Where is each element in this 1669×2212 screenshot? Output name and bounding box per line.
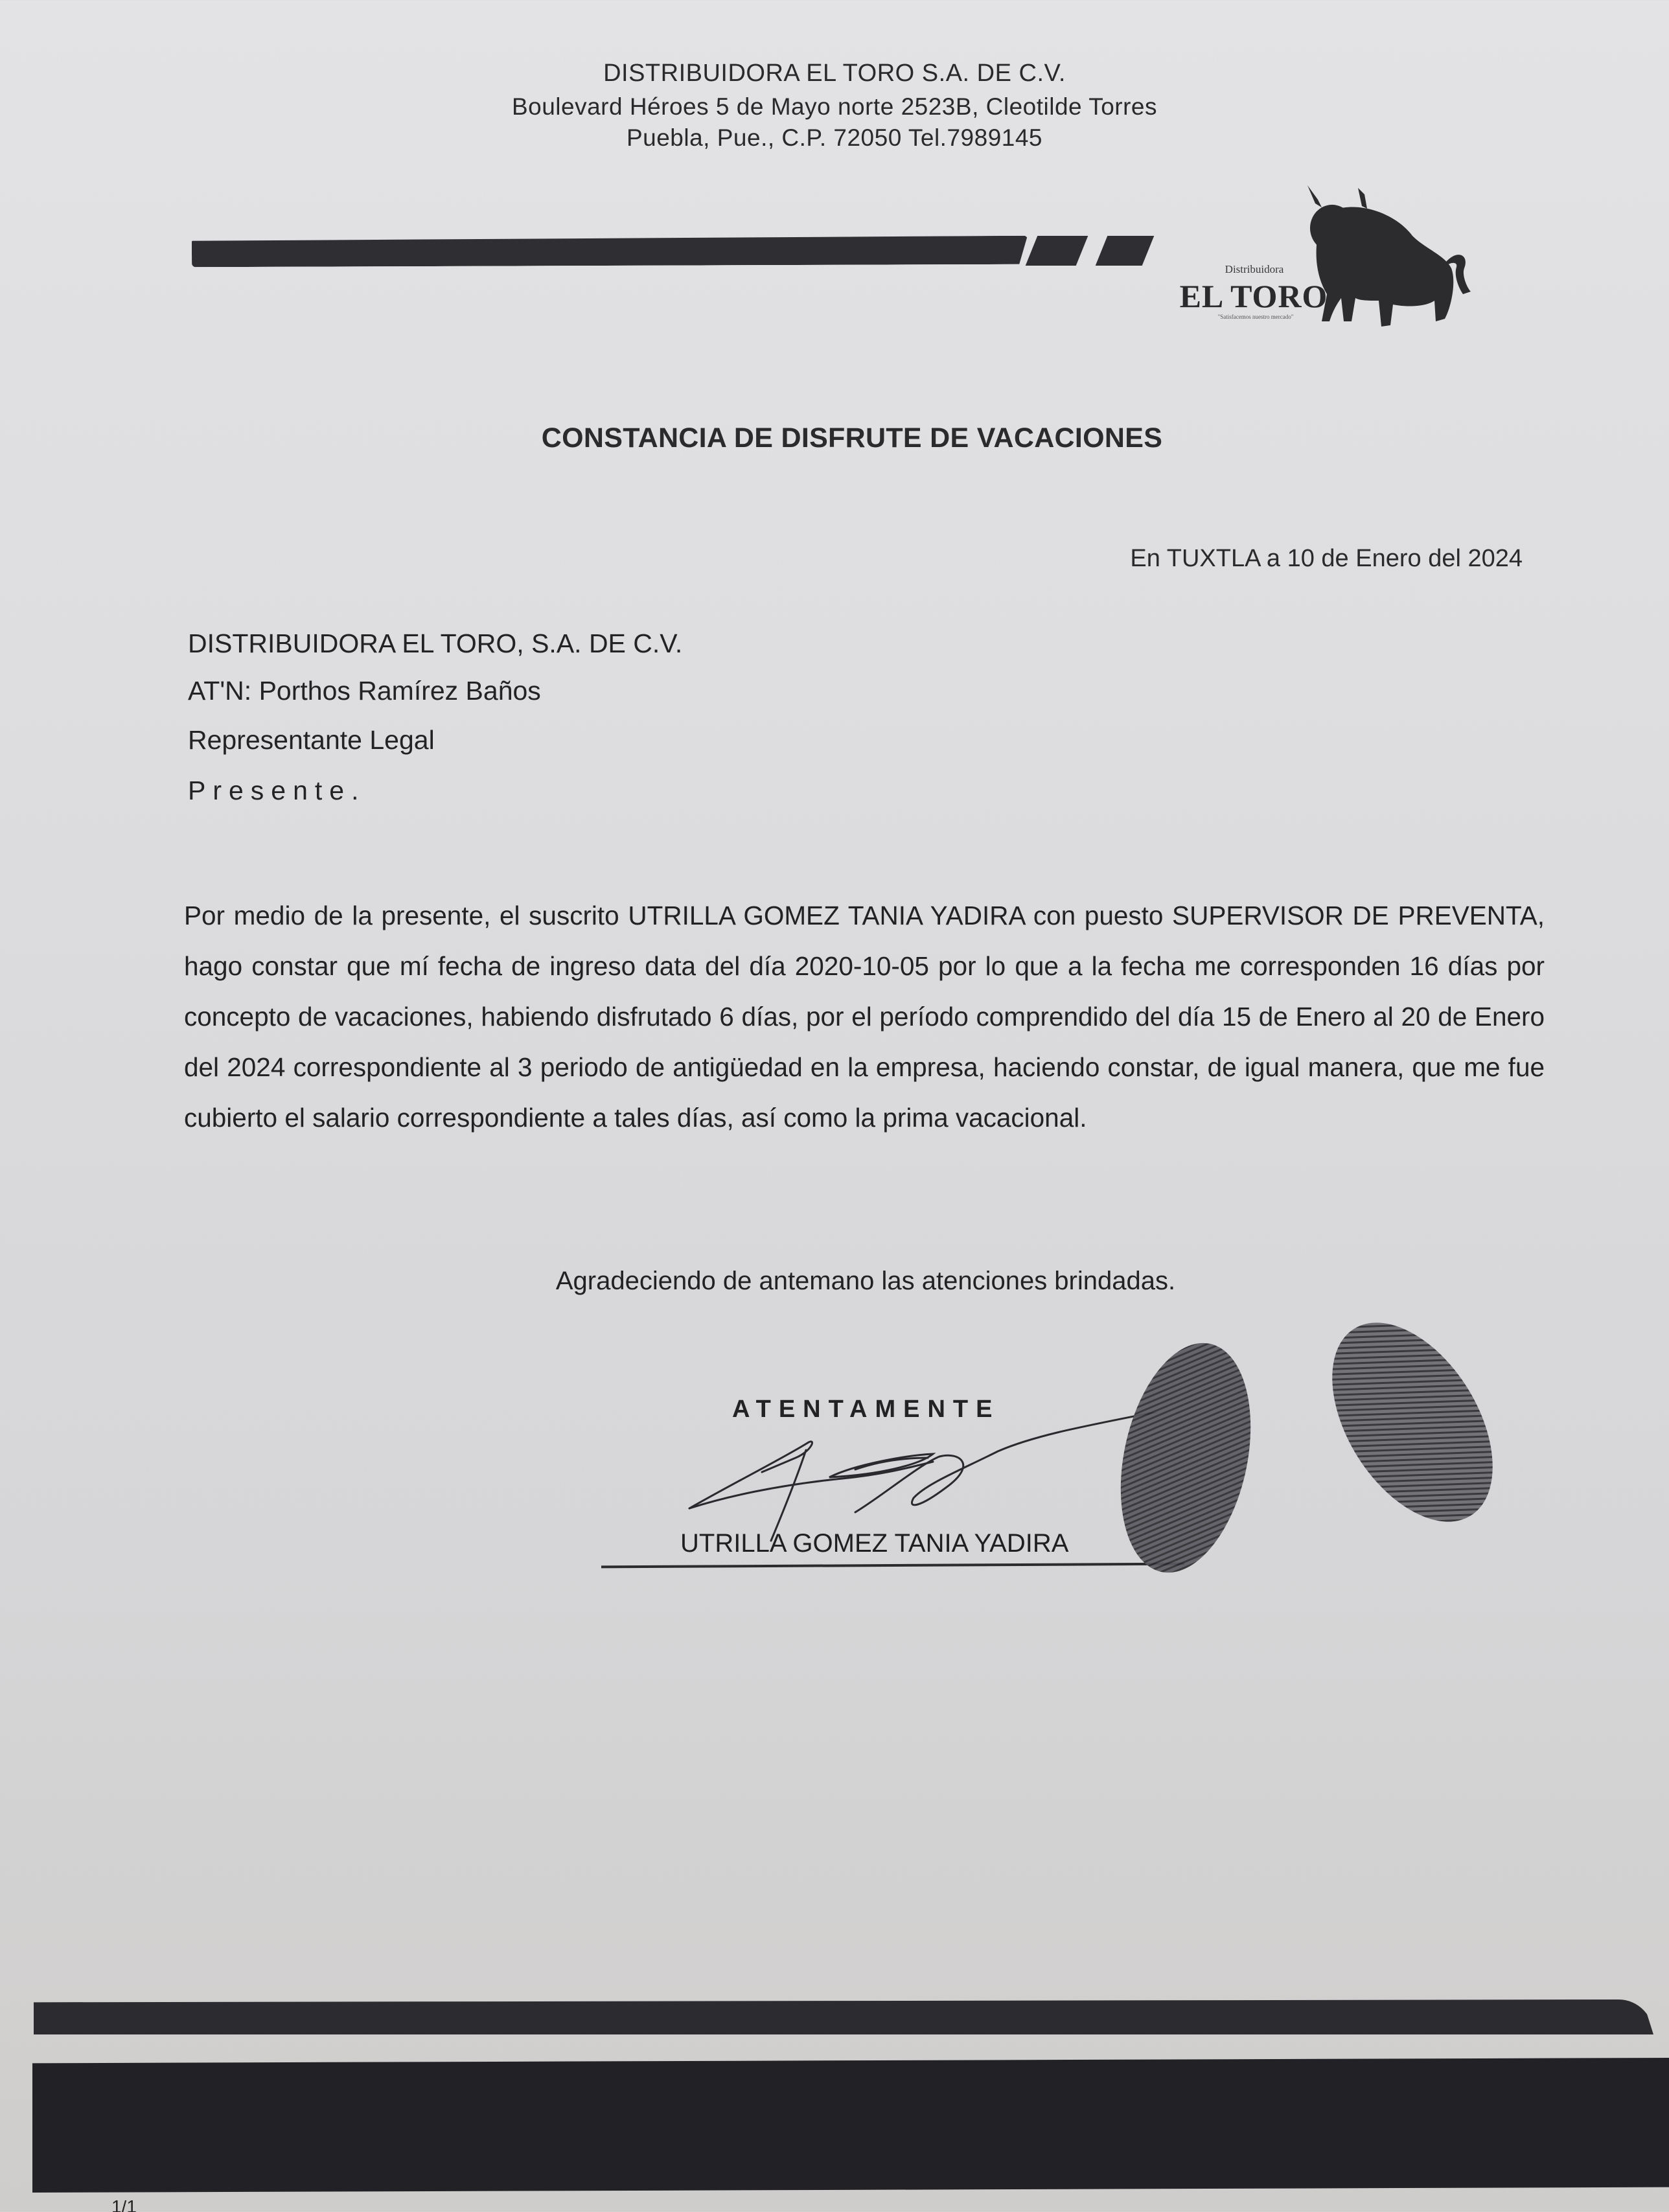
fingerprint-icon	[1309, 1309, 1516, 1536]
body-paragraph: Por medio de la presente, el suscrito UTRILLA GOMEZ TANIA YADIRA con puesto SUPERVISOR DE PREVENTA, hago constar que mí fecha de ingreso data del día 2020-10-05 por lo que a la fecha me corresponden 16 días por concepto de vacaciones, habiendo disfrutado 6 días, por el período comprendido del día 15 de Enero al 20 de Enero del 2024 correspondiente al 3 periodo de antigüedad en la empresa, haciendo constar, de igual manera, que me fue cubierto el salario correspondiente a tales días, así como la prima vacacional.	[184, 901, 1545, 1133]
header-divider-bar	[192, 236, 1028, 268]
footer-bar-thin	[34, 1999, 1653, 2034]
letterhead-address-line1: Boulevard Héroes 5 de Mayo norte 2523B, Cleotilde Torres	[511, 93, 1158, 120]
addressee-attention: AT'N: Porthos Ramírez Baños	[188, 676, 541, 706]
addressee-role: Representante Legal	[188, 725, 435, 755]
letterhead-address-line2: Puebla, Pue., C.P. 72050 Tel.7989145	[626, 124, 1043, 151]
signer-name: UTRILLA GOMEZ TANIA YADIRA	[680, 1529, 1069, 1558]
footer-bar-thick	[32, 2058, 1669, 2193]
sign-off: ATENTAMENTE	[732, 1396, 1000, 1423]
fingerprint-icon	[1101, 1335, 1270, 1581]
document-date: En TUXTLA a 10 de Enero del 2024	[1130, 545, 1523, 572]
header-divider-dash	[1026, 236, 1088, 266]
closing-thanks: Agradeciendo de antemano las atenciones brindadas.	[555, 1267, 1176, 1295]
letterhead-company: DISTRIBUIDORA EL TORO S.A. DE C.V.	[603, 60, 1066, 87]
logo-tagline: "Satisfacemos nuestro mercado"	[1217, 314, 1294, 320]
addressee-company: DISTRIBUIDORA EL TORO, S.A. DE C.V.	[188, 628, 683, 658]
addressee-presente: Presente.	[188, 776, 366, 805]
document-title: CONSTANCIA DE DISFRUTE DE VACACIONES	[541, 422, 1163, 454]
page-number: 1/1	[111, 2200, 137, 2212]
header-divider-dash	[1096, 236, 1155, 266]
logo-small-text: Distribuidora	[1225, 263, 1284, 275]
logo-main-text: EL TORO	[1179, 278, 1328, 314]
